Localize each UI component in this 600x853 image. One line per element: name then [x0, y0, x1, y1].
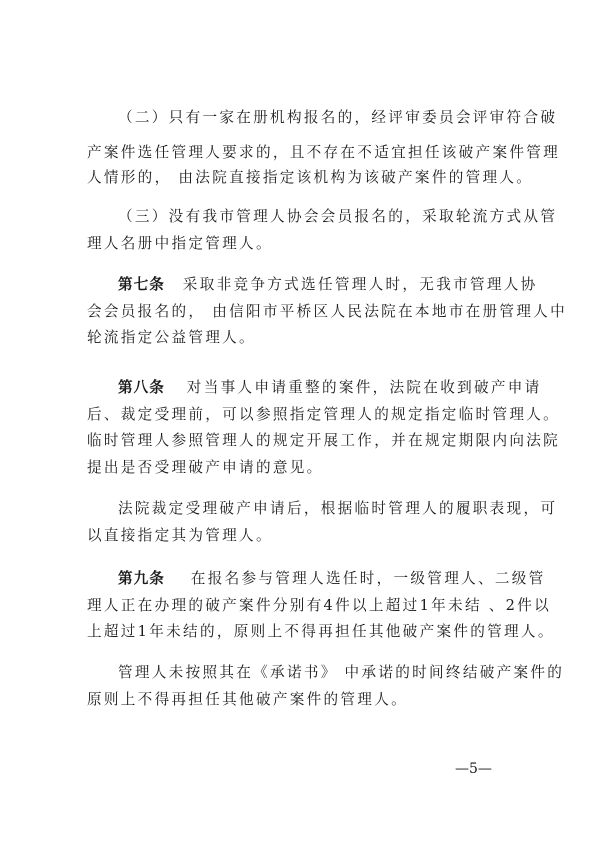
article-seven-first-line — [118, 275, 538, 295]
article-nine-first-line — [118, 569, 546, 589]
text-line: 以直接指定其为管理人。 — [87, 527, 273, 544]
article-heading: 第七条 — [118, 276, 165, 293]
text-line: （二）只有一家在册机构报名的，经评审委员会评审符合破 — [118, 109, 558, 126]
text-line: 原则上不得再担任其他破产案件的管理人。 — [87, 691, 408, 708]
article-eight-first-line — [118, 378, 542, 398]
text-line: 理人名册中指定管理人。 — [87, 235, 273, 252]
text-line: 会会员报名的， 由信阳市平桥区人民法院在本地市在册管理人中 — [87, 303, 567, 320]
text-line: 对当事人申请重整的案件，法院在收到破产申请 — [186, 379, 542, 396]
text-line: 上超过1年未结的，原则上不得再担任其他破产案件的管理人。 — [87, 623, 555, 640]
article-heading: 第九条 — [118, 570, 165, 587]
text-line: 采取非竞争方式选任管理人时，无我市管理人协 — [182, 276, 538, 293]
text-line: （三）没有我市管理人协会会员报名的，采取轮流方式从管 — [118, 208, 558, 225]
text-line: 管理人未按照其在《承诺书》 中承诺的时间终结破产案件的 — [118, 664, 565, 681]
text-line: 产案件选任管理人要求的，且不存在不适宜担任该破产案件管理 — [87, 144, 561, 161]
text-line: 人情形的， 由法院直接指定该机构为该破产案件的管理人。 — [87, 169, 534, 186]
text-line: 轮流指定公益管理人。 — [87, 329, 256, 346]
article-heading: 第八条 — [118, 379, 165, 396]
text-line: 理人正在办理的破产案件分别有4件以上超过1年未结 、2件以 — [87, 597, 552, 614]
text-line: 提出是否受理破产申请的意见。 — [87, 459, 324, 476]
text-line: 后、裁定受理前，可以参照指定管理人的规定指定临时管理人。 — [87, 406, 561, 423]
text-line: 临时管理人参照管理人的规定开展工作，并在规定期限内向法院 — [87, 432, 561, 449]
page-number: —5— — [455, 761, 492, 777]
text-line: 在报名参与管理人选任时，一级管理人、二级管 — [190, 570, 546, 587]
text-line: 法院裁定受理破产申请后，根据临时管理人的履职表现，可 — [118, 500, 558, 517]
